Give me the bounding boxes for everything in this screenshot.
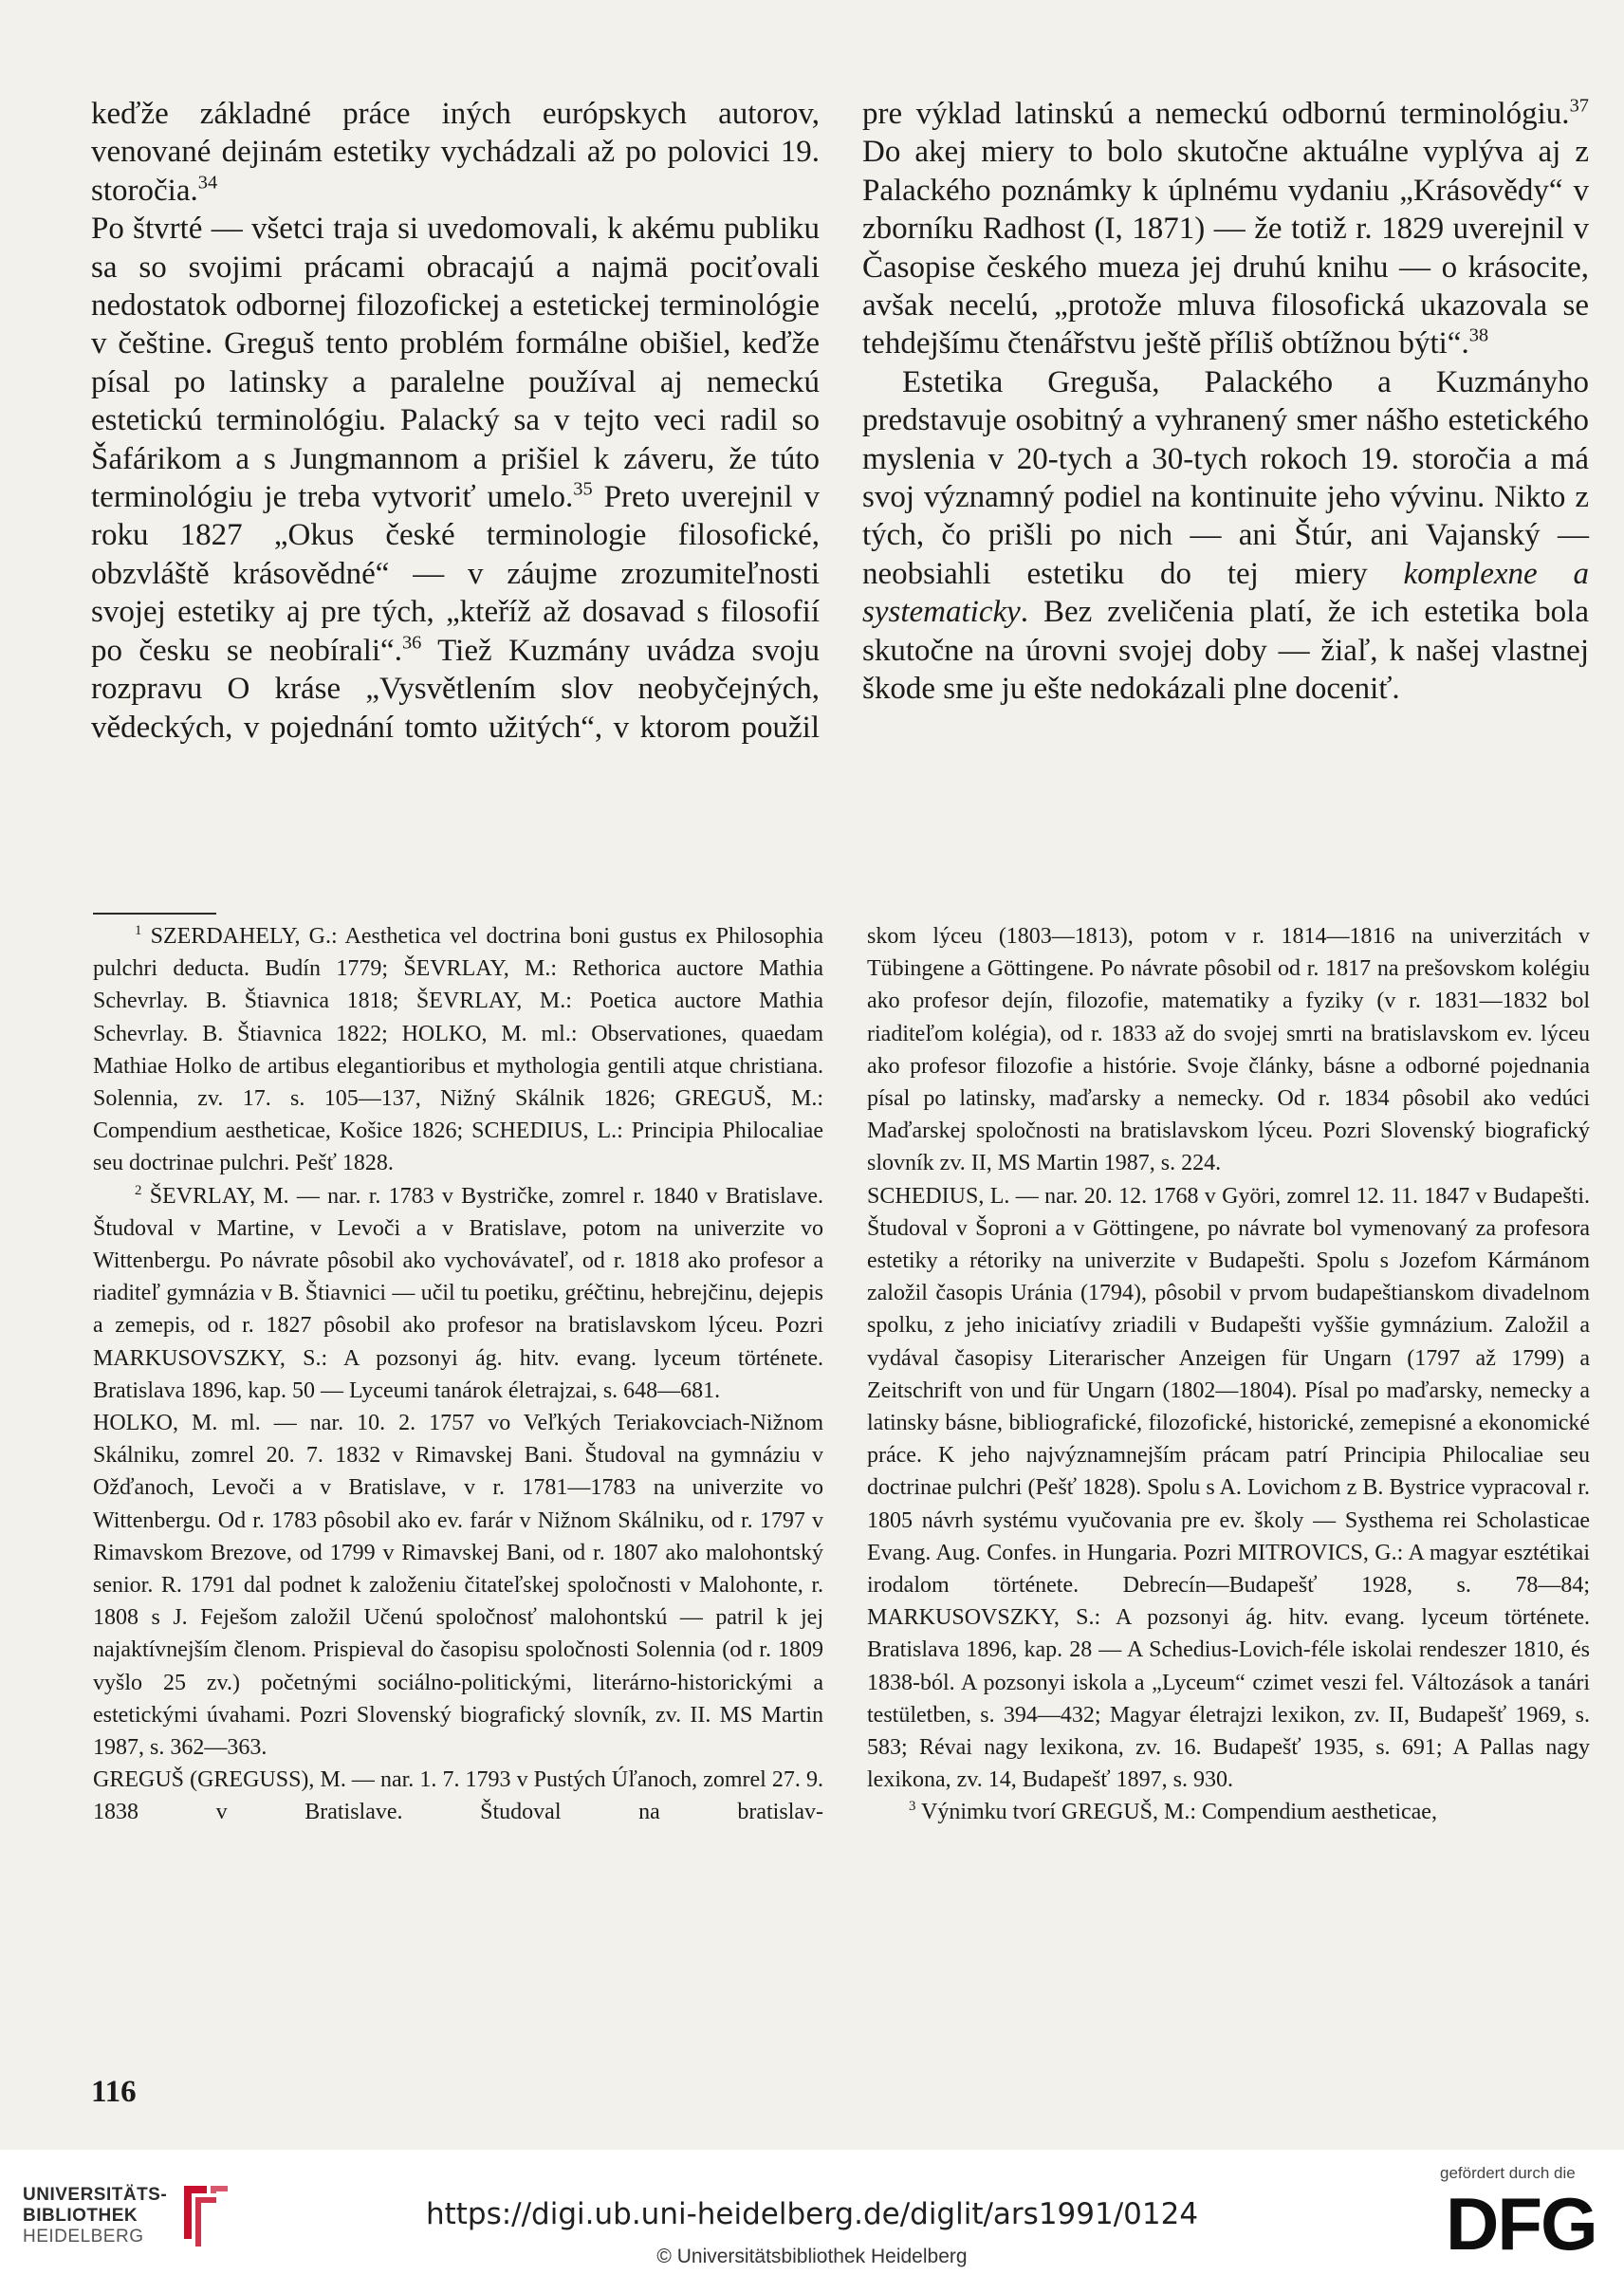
footnote-ref: 36: [401, 632, 422, 654]
copyright-notice: © Universitätsbibliothek Heidelberg: [656, 2246, 968, 2267]
text-run: Po štvrté — všetci traja si uvedomovali, k akému publiku sa so svojimi prácami obracajú a najmä pociťovali nedostatok odbornej filozofickej a estetickej terminológie v češtine. Greguš tento problém formálne obišiel, keďže písal po latinsky a paralelne používal aj nemeckú estetickú terminológiu. Palacký sa v tejto veci radil so Šafárikom a s Jungmannom a prišiel k záveru, že túto terminológiu je treba vytvoriť umelo.: [91, 212, 820, 515]
text-run: pre výklad latinskú a nemeckú odbornú terminológiu.: [862, 97, 1570, 131]
paragraph: [91, 210, 820, 747]
permalink-url[interactable]: https://digi.ub.uni-heidelberg.de/diglit/ars1991/0124: [425, 2197, 1199, 2231]
footnote-text: SZERDAHELY, G.: Aesthetica vel doctrina boni gustus ex Philosophia pulchri deducta. Budín 1779; ŠEVRLAY, M.: Rethorica auctore Mathia Schevrlay. B. Štiavnica 1818; ŠEVRLAY, M.: Poetica auctore Mathia Schevrlay. B. Štiavnica 1822; HOLKO, M. ml.: Observationes, quaedam Mathiae Holko de artibus elegantioribus et mythologia gentili atque christiana. Solennia, zv. 17. s. 105—137, Nižný Skálnik 1826; GREGUŠ, M.: Compendium aestheticae, Košice 1826; SCHEDIUS, L.: Principia Philocaliae seu doctrinae pulchri. Pešť 1828.: [93, 924, 823, 1176]
library-line: HEIDELBERG: [23, 2227, 144, 2247]
funder-note: gefördert durch die: [1440, 2164, 1576, 2182]
footnote-entry: GREGUŠ (GREGUSS), M. — nar. 1. 7. 1793 v Pustých Úľanoch, zomrel 27. 9. 1838 v Bratislave. Študoval na bratislav-: [93, 1767, 823, 1825]
footnote-separator: [93, 913, 216, 915]
emphasis-text: komplexne a systematicky: [862, 556, 1589, 630]
footnote-ref: 37: [1569, 95, 1589, 117]
footnote-ref: 35: [573, 478, 593, 500]
paragraph: [862, 95, 1589, 363]
footnote-ref: 34: [197, 172, 218, 194]
footnote-number: 1: [135, 923, 142, 939]
footnote-number: 3: [909, 1799, 916, 1815]
text-run: . Bez zveličenia platí, že ich estetika bola skutočne na úrovni svojej doby — žiaľ, k našej vlastnej škode sme ju ešte nedokázali plne doceniť.: [862, 595, 1589, 707]
text-run: keďže základné práce iných európskych autorov, venované dejinám estetiky vychádzali až po polovici 19. storočia.: [91, 97, 820, 208]
footnotes-left-column: [93, 920, 823, 1829]
dfg-logo[interactable]: DFG: [1446, 2182, 1596, 2265]
text-run: Preto uverejnil v roku 1827 „Okus české terminologie filosofické, obzvláště krásovědné“ — v záujme zrozumiteľnosti svojej estetiky aj pre tých, „kteříž až dosavad s filosofií po česku se neobírali“.: [91, 480, 821, 668]
footnote-text: ŠEVRLAY, M. — nar. r. 1783 v Bystričke, zomrel r. 1840 v Bratislave. Študoval v Martine, v Levoči a v Bratislave, potom na univerzite vo Wittenbergu. Po návrate pôsobil ako vychovávateľ, od r. 1818 ako profesor a riaditeľ gymnázia v B. Štiavnici — učil tu poetiku, gréčtinu, hebrejčinu, dejepis a zemepis, od r. 1827 pôsobil ako profesor na bratislavskom lýceu. Pozri MARKUSOVSZKY, S.: A pozsonyi ág. hitv. evang. lyceum története. Bratislava 1896, kap. 50 — Lyceumi tanárok életrajzai, s. 648—681.: [93, 1183, 823, 1403]
library-line: BIBLIOTHEK: [23, 2206, 138, 2226]
text-run: Tiež Kuzmány uvádza svoju rozpravu O kráse „Vysvětlením slov neobyčejných, vědeckých, v pojednání tomto užitých“, v ktorom použil: [91, 633, 821, 745]
library-line: UNIVERSITÄTS-: [23, 2185, 168, 2205]
footnote-entry: SCHEDIUS, L. — nar. 20. 12. 1768 v Györi, zomrel 12. 11. 1847 v Budapešti. Študoval v Šoproni a v Göttingene, po návrate bol vymenovaný za profesora estetiky a rétoriky na univerzite v Budapešti. Spolu s Jozefom Kármánom založil časopis Uránia (1794), pôsobil v prvom budapeštianskom divadelnom spolku, z jeho iniciatívy zriadili v Budapešti vyššie gymnázium. Založil a vydával časopisy Literarischer Anzeigen für Ungarn (1797 až 1799) a Zeitschrift von und für Ungarn (1802—1804). Písal po maďarsky, nemecky a latinsky básne, bibliografické, filozofické, historické, zemepisné a ekonomické práce. K jeho najvýznamnejším prácam patrí Principia Philocaliae seu doctrinae pulchri (Pešť 1828). Spolu s A. Lovichom z B. Bystrice vypracoval r. 1805 návrh systému vyučovania pre ev. školy — Systhema rei Scholasticae Evang. Aug. Confes. in Hungaria. Pozri MITROVICS, G.: A magyar esztétikai irodalom története. Debrecín—Budapešť 1928, s. 78—84; MARKUSOVSZKY, S.: A pozsonyi ág. hitv. evang. lyceum története. Bratislava 1896, kap. 28 — A Schedius-Lovich-féle iskolai rendeszer 1810, és 1838-ból. A pozsonyi iskola a „Lyceum“ czimet veszi fel. Változások a tanári testületben, s. 394—432; Magyar életrajzi lexikon, zv. II, Budapešť 1969, s. 583; Révai nagy lexikona, zv. 16. Budapešť 1935, s. 691; A Pallas nagy lexikona, zv. 14, Budapešť 1897, s. 930.: [867, 1183, 1590, 1793]
footnotes-right-column: [867, 920, 1590, 1829]
main-text-right-column: [862, 95, 1589, 709]
footnote: [93, 920, 823, 1180]
paragraph: [91, 95, 820, 210]
footnote: [93, 1180, 823, 1407]
text-run: Do akej miery to bolo skutočne aktuálne vyplýva aj z Palackého poznámky k úplnému vydaniu „Krásovědy“ v zborníku Radhost (I, 1871) — že totiž r. 1829 uverejnil v Časopise českého mueza jej druhú knihu — o krásocite, avšak necelú, „protože mluva filosofická ukazovala se tehdejšímu čtenářstvu ještě příliš obtížnou býti“.: [862, 135, 1589, 361]
footnote-number: 2: [135, 1182, 142, 1198]
footnote-entry: skom lýceu (1803—1813), potom v r. 1814—1816 na univerzitách v Tübingene a Göttingene. Po návrate pôsobil od r. 1817 na prešovskom kolégiu ako profesor dejín, filozofie, matematiky a fyziky (v r. 1831—1832 bol riaditeľom kolégia), od r. 1833 až do svojej smrti na bratislavskom ev. lýceu ako profesor filozofie a histórie. Svoje články, básne a odborné pojednania písal po latinsky, maďarsky a nemecky. Od r. 1834 pôsobil ako vedúci Maďarskej spoločnosti na bratislavskom lýceu. Pozri Slovenský biografický slovník zv. II, MS Martin 1987, s. 224.: [867, 924, 1590, 1176]
footnote-entry: HOLKO, M. ml. — nar. 10. 2. 1757 vo Veľkých Teriakovciach-Nižnom Skálniku, zomrel 20. 7. 1832 v Rimavskej Bani. Študoval na gymnáziu v Ožďanoch, Levoči a v Bratislave, v r. 1781—1783 na univerzite vo Wittenbergu. Od r. 1783 pôsobil ako ev. farár v Nižnom Skálniku, od r. 1797 v Rimavskom Brezove, od 1799 v Rimavskej Bani, od r. 1807 ako malohontský senior. R. 1791 dal podnet k založeniu čitateľskej spoločnosti v Malohonte, r. 1808 s J. Feješom založil Učenú spoločnosť malohontskú — patril k jej najaktívnejším členom. Prispieval do časopisu spoločnosti Solennia (od r. 1809 vyšlo 25 zv.) početnými sociálno-politickými, literárno-historickými a estetickými úvahami. Pozri Slovenský biografický slovník, zv. II. MS Martin 1987, s. 362—363.: [93, 1411, 823, 1761]
paragraph: [862, 363, 1589, 709]
main-text-left-column: [91, 95, 820, 747]
page-number: 116: [91, 2075, 137, 2109]
footnote-ref: 38: [1468, 325, 1489, 347]
footnote: [867, 1796, 1590, 1828]
text-run: Estetika Greguša, Palackého a Kuzmányho predstavuje osobitný a vyhranený smer nášho estetického myslenia v 20-tych a 30-tych rokoch 19. storočia a má svoj významný podiel na kontinuite jeho vývinu. Nikto z tých, čo prišli po nich — ani Štúr, ani Vajanský — neobsiahli estetiku do tej miery: [862, 364, 1589, 591]
footnote-text: Výnimku tvorí GREGUŠ, M.: Compendium aestheticae,: [915, 1800, 1437, 1825]
